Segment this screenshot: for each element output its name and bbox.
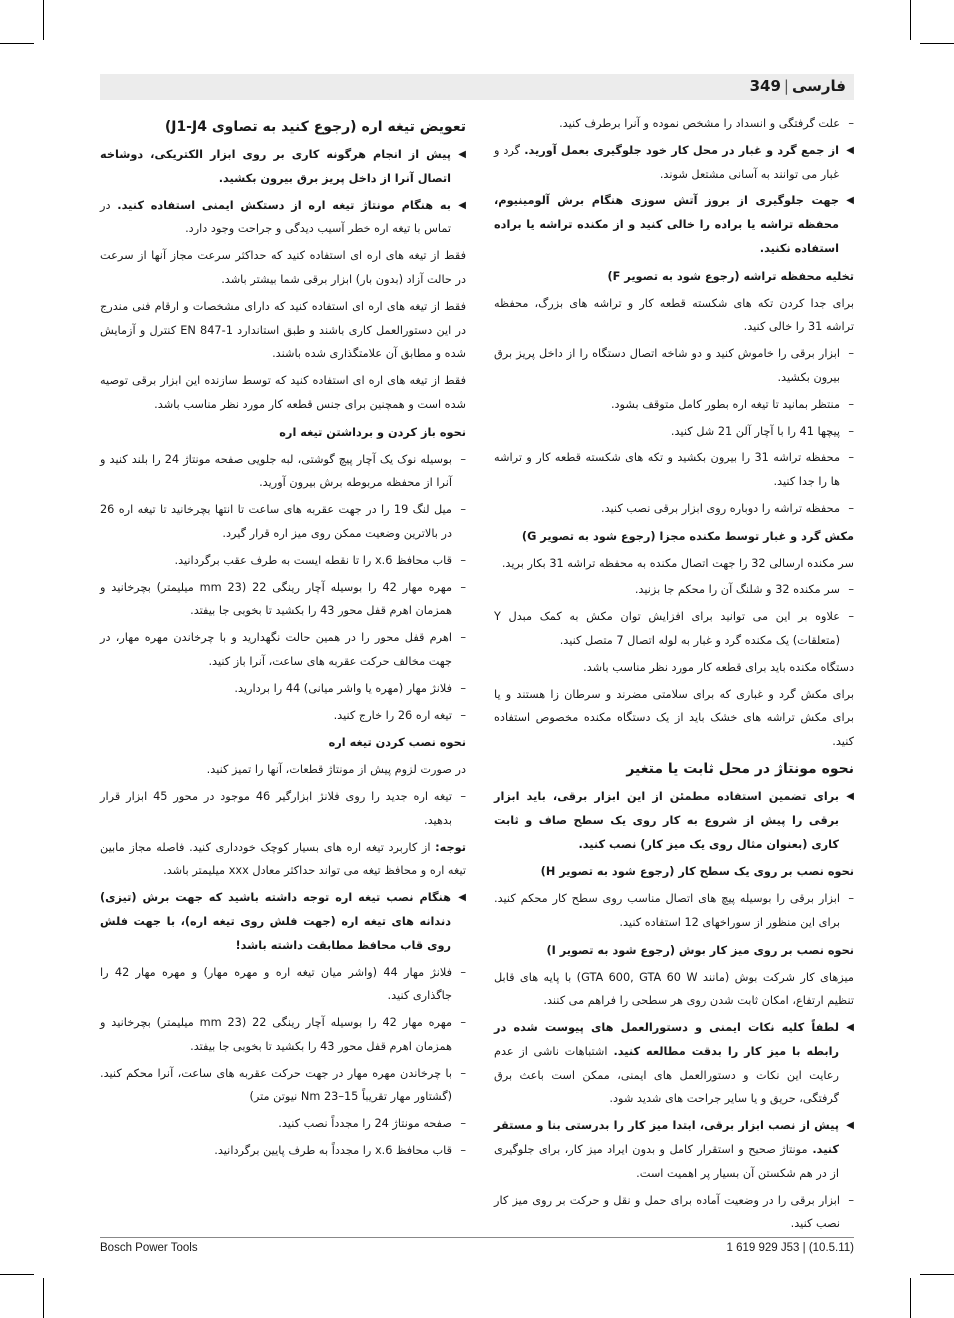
page-number: 349: [749, 77, 781, 95]
subheading: نحوه نصب کردن تیغه اره: [328, 736, 466, 750]
list-item: – بوسیله نوک یک آچار پیچ گوشتی، لبه جلویی صفحه مونتاژ 24 را بلند کنید و آنرا از محفظه مربوطه برش بیرون آورید.: [100, 448, 466, 496]
warning-bold: به هنگام مونتاژ تیغه اره از دستکش ایمنی استفاده کنید.: [117, 198, 452, 212]
subheading: نحوه نصب بر روی یک سطح کار (رجوع شود به تصویر H): [540, 865, 854, 879]
note-paragraph: [100, 836, 466, 884]
subheading: مکش گرد و غبار توسط مکنده مجزا (رجوع شود به تصویر G): [521, 529, 854, 543]
paragraph: فقط از تیغه های اره ای استفاده کنید که توسط سازنده این ابزار برقی توصیه شده است و همچنین برای جنس قطعه کار مورد نظر مناسب باشد.: [100, 374, 466, 411]
paragraph: برای مکش گرد و غباری که برای سلامتی مضرند و سرطان زا هستند و یا برای مکش تراشه های خشک باید از یک دستگاه مکنده مخصوص استفاده کنید.: [494, 687, 854, 749]
footer-rule: [100, 1237, 854, 1238]
left-column: [100, 112, 466, 1166]
warning-bold: از جمع گرد و غبار در محل کار خود جلوگیری بعمل آورید.: [524, 143, 839, 157]
list-item: – ابزار برقی را در وضعیت آماده برای حمل و نقل و حرکت بر روی میز کار نصب کنید.: [494, 1189, 854, 1237]
warning-text: گرد و غبار می توانند به آسانی مشتعل شوند.: [494, 143, 839, 181]
list-item: – ابزار برقی را خاموش کنید و دو شاخه اتصال دستگاه را از داخل پریز برق بیرون بکشید.: [494, 342, 854, 390]
footer-doc-number: 1 619 929 J53 | (10.5.11): [726, 1242, 854, 1254]
crop-mark: [910, 0, 911, 40]
warning-bold: پیش از نصب ابزار برقی، ابتدا میز کار را بدرستی بنا و مستقر کنید.: [494, 1119, 839, 1157]
list-item: – تیغه اره جدید را روی فلانژ ابزارگیر 46 موجود در محور 45 ابزار قرار بدهید.: [100, 785, 466, 833]
list-item: – فلانژ مهار 44 (واشر میان تیغه اره و مهره مهار) و مهره مهار 42 را جاگذاری کنید.: [100, 961, 466, 1009]
paragraph: فقط از تیغه های اره ای استفاده کنید که حداکثر سرعت مجاز آنها از سرعت در حالت آزاد (بدون بار) ابزار برقی شما بیشتر باشد.: [100, 249, 466, 286]
warning-item: ◀ برای تضمین استفاده مطمئن از این ابزار برقی، باید ابزار برقی را پیش از شروع به کار روی یک سطح صاف و ثابت کاری (بعنوان مثال روی یک میز کار) نصب کنید.: [494, 785, 854, 856]
subheading: نحوه باز کردن و برداشتن تیغه اره: [279, 425, 466, 439]
page-header: [100, 74, 854, 100]
crop-mark: [920, 43, 954, 44]
crop-mark: [0, 1274, 34, 1275]
warning-item: ◀ جهت جلوگیری از بروز آتش سوزی هنگام برش آلومینیوم، محفظه تراشه یا براده را خالی کنید و از مکنده تراشه یا براده استفاده نکنید.: [494, 189, 854, 260]
warning-item: [100, 194, 466, 242]
section-heading: تعویض تیغه اره (رجوع کنید به تصاوی J1-J4): [164, 119, 466, 135]
list-item: – منتظر بمانید تا تیغه اره بطور کامل متوقف بشود.: [494, 393, 854, 417]
list-item: – سر مکنده 32 و شلنگ آن را محکم جا بزنید.: [494, 578, 854, 602]
warning-item: [494, 139, 854, 187]
warning-text: اشتباهات ناشی از عدم رعایت این نکات و دستورالعمل های ایمنی، ممکن است باعث برق گرفتگی، حریق و یا سایر جراحت های شدید شود.: [494, 1044, 839, 1106]
list-item: – محفظه تراشه را دوباره روی ابزار برقی نصب کنید.: [494, 497, 854, 521]
list-item: – میل لنگ 19 را در جهت عقربه های ساعت تا انتها بچرخانید تا تیغه اره 26 در بالاترین وضعیت ممکن روی میز اره قرار گیرد.: [100, 498, 466, 546]
paragraph: برای جدا کردن تکه های شکسته قطعه کار و تراشه های بزرگ، محفظه تراشه 31 را خالی کنید.: [494, 296, 854, 334]
warning-item: ◀ پیش از انجام هرگونه کاری بر روی ابزار الکتریکی، دوشاخه اتصال آنرا از داخل پریز برق بیرون بکشید.: [100, 143, 466, 191]
list-item: – قاب محافظ 6.x را مجدداً به طرف پایین برگردانید.: [100, 1139, 466, 1163]
note-text: از کاربرد تیغه اره های بسیار کوچک خودداری کنید. فاصله مجاز مابین تیغه اره و محافظ تیغه می تواند حداکثر معادل xxx میلیمتر باشد.: [100, 840, 466, 878]
list-item: – علاوه بر این می توانید برای افزایش توان مکش به کمک مبدل Y (متعلقات) یک مکنده گرد و غبار به لوله اتصال 7 متصل کنید.: [494, 605, 854, 653]
list-item: – پیچها 41 را با آچار آلن 21 شل کنید.: [494, 420, 854, 444]
paragraph: میزهای کار شرکت بوش (مانند GTA 600, GTA 60 W) با پایه های قابل تنظیم ارتفاع، امکان ثابت شدن روی هر سطحی را فراهم می کنند.: [494, 970, 854, 1008]
list-item: – علت گرفتگی و انسداد را مشخص نموده و آنرا برطرف کنید.: [494, 112, 854, 136]
subheading: تخلیه محفظه تراشه (رجوع شود به تصویر F): [607, 269, 854, 283]
list-item: – محفظه تراشه 31 را بیرون بکشید و تکه های شکسته قطعه کار و تراشه ها را جدا کنید.: [494, 446, 854, 494]
list-item: – قاب محافظ 6.x را تا نقطه ایست به طرف عقب برگردانید.: [100, 549, 466, 573]
crop-mark: [43, 1278, 44, 1318]
warning-text: در تماس با تیغه اره خطر آسیب دیدگی و جراحت وجود دارد.: [100, 198, 451, 236]
note-label: توجه:: [435, 840, 466, 854]
warning-text: مونتاژ صحیح و استقرار کامل و بدون ایراد میز کار، برای جلوگیری از در هم شکستن آن بسیار پر اهمیت است.: [494, 1143, 839, 1180]
footer-brand: Bosch Power Tools: [100, 1242, 198, 1254]
list-item: – مهره مهار 42 را بوسیله آچار رینگی 22 (23 mm میلیمتر) بچرخانید و همزمان اهرم قفل محور 43 را بکشید تا بخوبی جا بیفتد.: [100, 576, 466, 624]
paragraph: در صورت لزوم پیش از مونتاژ قطعات، آنها را تمیز کنید.: [206, 763, 466, 777]
header-language: فارسی: [791, 77, 846, 95]
list-item: – صفحه مونتاژ 24 را مجدداً نصب کنید.: [100, 1112, 466, 1136]
header-separator: |: [783, 77, 789, 95]
paragraph: فقط از تیغه های اره ای استفاده کنید که دارای مشخصات و ارقام فنی مندرج در این دستورالعمل کاری باشند و طبق استاندارد EN 847-1 کنترل و آزمایش شده و مطابق آن علامتگذاری شده باشند.: [100, 299, 466, 361]
warning-bold: لطفاً کلیه نکات ایمنی و دستورالعمل های پیوست شده در رابطه با میز کار را بدقت مطالعه کنید.: [494, 1021, 839, 1058]
warning-item: ◀ هنگام نصب تیغه اره توجه داشته باشید که جهت برش (تیزی) دندانه های تیغه اره (جهت فلش روی تیغه اره)، با جهت فلش روی قاب محافظ مطابقت داشته باشد!: [100, 886, 466, 957]
warning-item: [494, 1016, 854, 1111]
crop-mark: [910, 1278, 911, 1318]
paragraph: دستگاه مکنده باید برای قطعه کار مورد نظر مناسب باشد.: [583, 660, 854, 674]
crop-mark: [43, 0, 44, 40]
list-item: – با چرخاندن مهره مهار در جهت حرکت عقربه های ساعت، آنرا محکم کنید. (گشتاور مهار تقریباً 15–23 Nm نیوتن متر): [100, 1062, 466, 1110]
crop-mark: [0, 43, 34, 44]
crop-mark: [920, 1274, 954, 1275]
warning-item: [494, 1114, 854, 1185]
list-item: – تیغه اره 26 را خارج کنید.: [100, 704, 466, 728]
list-item: – اهرم قفل محور را در همین حالت نگهدارید و با چرخاندن مهره مهار، در جهت مخالف حرکت عقربه های ساعت، آنرا باز کنید.: [100, 626, 466, 674]
header-text: [750, 77, 846, 95]
right-column: [494, 112, 854, 1239]
list-item: – ابزار برقی را بوسیله پیچ های اتصال مناسب روی سطح کار محکم کنید. برای این منظور از سوراخهای 12 استفاده کنید.: [494, 887, 854, 935]
subheading: نحوه نصب بر روی میز کار بوش (رجوع شود به تصویر I): [546, 943, 854, 957]
section-heading: نحوه مونتاژ در محل ثابت یا متغیر: [626, 760, 854, 777]
list-item: – مهره مهار 42 را بوسیله آچار رینگی 22 (23 mm میلیمتر) بچرخانید و همزمان اهرم قفل محور 43 را بکشید تا بخوبی جا بیفتد.: [100, 1011, 466, 1059]
paragraph: سر مکنده ارسالی 32 را جهت اتصال مکنده به محفظه تراشه 31 بکار برید.: [501, 556, 854, 570]
list-item: – فلانژ مهار (مهره یا واشر میانی) 44 را بردارید.: [100, 677, 466, 701]
